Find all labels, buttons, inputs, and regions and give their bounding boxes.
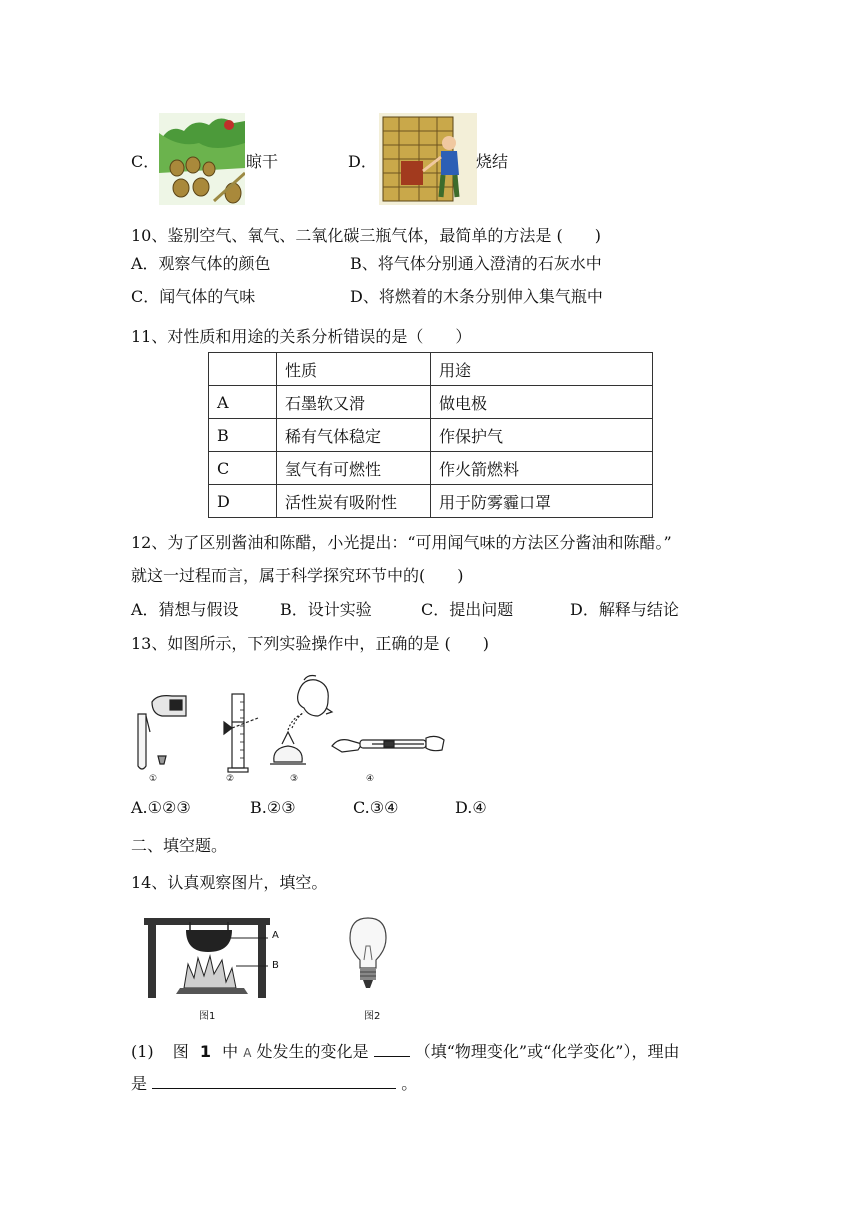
sub1-line2-prefix: 是: [131, 1074, 148, 1093]
sub1-text2: （填“物理变化”或“化学变化”），理由: [414, 1042, 680, 1061]
q10-option-d: D、将燃着的木条分别伸入集气瓶中: [350, 287, 603, 306]
table-cell: A: [209, 386, 277, 419]
table-cell: 用于防雾霾口罩: [431, 485, 653, 518]
q14-sub1-line1: [131, 1042, 679, 1063]
table-header-cell: 性质: [277, 353, 431, 386]
answer-blank-1[interactable]: [374, 1042, 410, 1057]
table-cell: 作保护气: [431, 419, 653, 452]
sub1-text1: 处发生的变化是: [256, 1042, 369, 1061]
sub1-a-label: A: [243, 1046, 252, 1060]
fig13-label-1: ①: [149, 774, 158, 784]
fig2-light-bulb-image: [348, 916, 388, 992]
q12-option-b: B．设计实验: [280, 600, 372, 619]
q13-option-a: A.①②③: [131, 798, 191, 817]
q12-stem-line2: 就这一过程而言，属于科学探究环节中的( ): [131, 566, 464, 585]
q13-option-d: D.④: [455, 798, 487, 817]
q12-option-c: C．提出问题: [421, 600, 514, 619]
answer-blank-2[interactable]: [152, 1074, 396, 1089]
q12-option-a: A．猜想与假设: [131, 600, 239, 619]
table-cell: C: [209, 452, 277, 485]
sub1-fig-number: 1: [199, 1042, 212, 1061]
fig1-pot-over-fire-image: [140, 908, 280, 1012]
q12-stem-line1: 12、为了区别酱油和陈醋，小光提出：“可用闻气味的方法区分酱油和陈醋。”: [131, 533, 672, 552]
table-cell: 作火箭燃料: [431, 452, 653, 485]
firing-kiln-image: [379, 113, 477, 205]
q10-option-a: A．观察气体的颜色: [131, 254, 271, 273]
lab-operations-figure: [132, 672, 448, 788]
q14-stem: 14、认真观察图片，填空。: [131, 873, 328, 892]
table-row: [209, 419, 653, 452]
table-row: [209, 386, 653, 419]
q13-option-c: C.③④: [353, 798, 399, 817]
section2-title: 二、填空题。: [131, 836, 228, 855]
fig1-caption: 图1: [199, 1011, 216, 1022]
q9-option-d-letter: D．: [348, 152, 377, 171]
q12-option-d: D．解释与结论: [570, 600, 679, 619]
sub1-number: (1): [131, 1042, 154, 1061]
q10-option-b: B、将气体分别通入澄清的石灰水中: [350, 254, 602, 273]
fig2-caption: 图2: [364, 1011, 381, 1022]
q14-sub1-line2: [131, 1074, 417, 1094]
table-cell: 氢气有可燃性: [277, 452, 431, 485]
fig1-label-b: B: [272, 960, 279, 971]
table-row: [209, 485, 653, 518]
table-cell: 石墨软又滑: [277, 386, 431, 419]
table-cell: B: [209, 419, 277, 452]
fig1-label-a: A: [272, 930, 279, 941]
sub1-line2-end: 。: [401, 1074, 418, 1093]
q9-option-d-text: 烧结: [476, 152, 509, 171]
table-cell: 稀有气体稳定: [277, 419, 431, 452]
sub1-prefix: 图: [172, 1042, 189, 1061]
table-header-cell: [209, 353, 277, 386]
fig13-label-2: ②: [226, 774, 235, 784]
table-row: [209, 452, 653, 485]
q13-stem: 13、如图所示，下列实验操作中，正确的是 ( ): [131, 634, 489, 653]
table-cell: D: [209, 485, 277, 518]
fig13-label-4: ④: [366, 774, 375, 784]
q11-stem: 11、对性质和用途的关系分析错误的是（ ）: [131, 327, 472, 346]
table-header-row: [209, 353, 653, 386]
drying-pottery-image: [159, 113, 245, 205]
q10-stem: 10、鉴别空气、氧气、二氧化碳三瓶气体，最简单的方法是 ( ): [131, 226, 601, 245]
sub1-mid: 中: [222, 1042, 239, 1061]
q9-option-c-text: 晾干: [246, 152, 279, 171]
table-header-cell: 用途: [431, 353, 653, 386]
q10-option-c: C．闻气体的气味: [131, 287, 256, 306]
q9-option-c-letter: C．: [131, 152, 160, 171]
q13-option-b: B.②③: [250, 798, 296, 817]
q11-table: [208, 352, 653, 518]
fig13-label-3: ③: [290, 774, 299, 784]
table-cell: 做电极: [431, 386, 653, 419]
table-cell: 活性炭有吸附性: [277, 485, 431, 518]
